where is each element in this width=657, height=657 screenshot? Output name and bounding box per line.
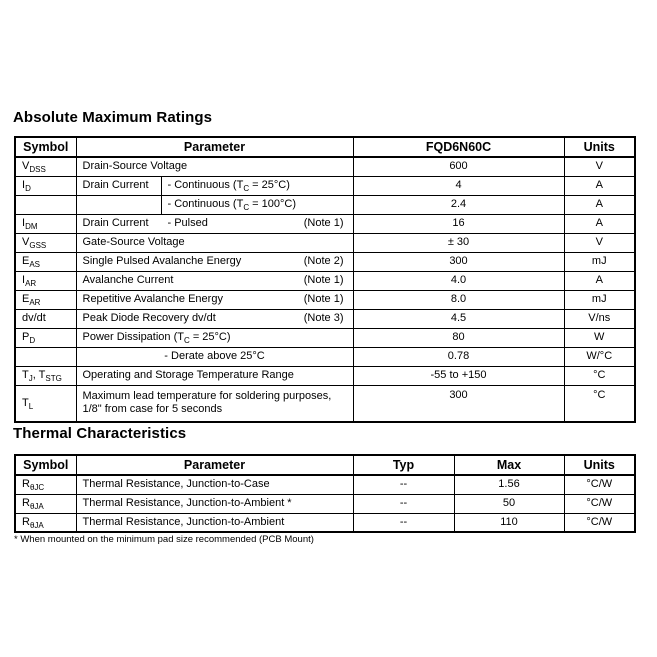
parameter-cell: Operating and Storage Temperature Range [76, 366, 353, 385]
absolute-maximum-ratings-table [14, 136, 636, 423]
units-cell: mJ [564, 290, 635, 309]
header-symbol: Symbol [15, 455, 76, 475]
section-title-thermal-characteristics: Thermal Characteristics [13, 425, 187, 442]
symbol-cell: $E_{AR}$ [15, 290, 76, 309]
units-cell: °C/W [564, 494, 635, 513]
parameter-line-2: 1/8" from case for 5 seconds [82, 403, 223, 416]
table-row-idm [15, 214, 635, 233]
typ-cell: -- [353, 494, 454, 513]
table-row-ear [15, 290, 635, 309]
units-cell: °C [564, 366, 635, 385]
symbol-cell: $I_{DM}$ [15, 214, 76, 233]
parameter-label: Drain Current [82, 217, 149, 229]
note-ref: (Note 2) [303, 255, 344, 267]
note-ref: (Note 1) [303, 293, 344, 305]
parameter-cell: Drain-Source Voltage [76, 157, 353, 176]
table-row-id-100c [15, 195, 635, 214]
table-row-tl [15, 385, 635, 422]
header-units: Units [564, 137, 635, 157]
units-cell: V/ns [564, 309, 635, 328]
header-units: Units [564, 455, 635, 475]
header-parameter: Parameter [76, 455, 353, 475]
note-ref: (Note 1) [303, 217, 344, 229]
parameter-cell [76, 195, 161, 214]
units-cell: A [564, 271, 635, 290]
symbol-cell [15, 195, 76, 214]
header-typ: Typ [353, 455, 454, 475]
section-title-absolute-maximum-ratings: Absolute Maximum Ratings [13, 109, 213, 126]
typ-cell: -- [353, 513, 454, 532]
header-part-number: FQD6N60C [353, 137, 564, 157]
header-max: Max [454, 455, 564, 475]
parameter-label: Repetitive Avalanche Energy [82, 293, 223, 305]
units-cell: A [564, 195, 635, 214]
note-ref: (Note 1) [303, 274, 344, 286]
value-cell: 2.4 [353, 195, 564, 214]
value-cell: 300 [353, 252, 564, 271]
max-cell: 110 [454, 513, 564, 532]
parameter-cell [76, 309, 353, 328]
units-cell: °C/W [564, 475, 635, 494]
table-row-iar [15, 271, 635, 290]
value-cell: 16 [353, 214, 564, 233]
parameter-cell [76, 252, 353, 271]
parameter-cell: Thermal Resistance, Junction-to-Ambient [76, 513, 353, 532]
symbol-cell: $I_{AR}$ [15, 271, 76, 290]
table-row-derate [15, 347, 635, 366]
parameter-sub-cell: - Continuous $(T_C = 100^\circ C)$ [161, 195, 353, 214]
parameter-line-1: Maximum lead temperature for soldering purposes, [82, 390, 332, 403]
units-cell: W [564, 328, 635, 347]
parameter-sub-cell: - Continuous $(T_C = 25^\circ C)$ [161, 176, 353, 195]
value-cell: 300 [353, 385, 564, 422]
note-ref: (Note 3) [303, 312, 344, 324]
value-cell: -55 to +150 [353, 366, 564, 385]
parameter-cell [76, 385, 353, 422]
parameter-label: Peak Diode Recovery dv/dt [82, 312, 216, 324]
parameter-cell: Thermal Resistance, Junction-to-Ambient * [76, 494, 353, 513]
units-cell: V [564, 157, 635, 176]
value-cell: 0.78 [353, 347, 564, 366]
symbol-cell: $P_D$ [15, 328, 76, 347]
units-cell: V [564, 233, 635, 252]
table-row-tj-tstg [15, 366, 635, 385]
value-cell: 80 [353, 328, 564, 347]
units-cell: °C [564, 385, 635, 422]
units-cell: mJ [564, 252, 635, 271]
table-row-dvdt [15, 309, 635, 328]
header-symbol: Symbol [15, 137, 76, 157]
parameter-cell [76, 290, 353, 309]
footnote: * When mounted on the minimum pad size recommended (PCB Mount) [14, 534, 314, 545]
max-cell: 1.56 [454, 475, 564, 494]
table-row-eas [15, 252, 635, 271]
table-row-rthja-pcb [15, 494, 635, 513]
table-row-rthja [15, 513, 635, 532]
parameter-cell [76, 214, 353, 233]
parameter-cell [76, 271, 353, 290]
symbol-cell: $E_{AS}$ [15, 252, 76, 271]
parameter-label: Avalanche Current [82, 274, 174, 286]
value-cell: 8.0 [353, 290, 564, 309]
value-cell: 600 [353, 157, 564, 176]
typ-cell: -- [353, 475, 454, 494]
table-row-vdss [15, 157, 635, 176]
units-cell: W/°C [564, 347, 635, 366]
symbol-cell: $R_{\theta JA}$ [15, 494, 76, 513]
symbol-cell: $V_{DSS}$ [15, 157, 76, 176]
symbol-cell: $T_L$ [15, 385, 76, 422]
value-cell: ± 30 [353, 233, 564, 252]
symbol-cell: $R_{\theta JC}$ [15, 475, 76, 494]
parameter-detail: - Pulsed [167, 217, 208, 229]
table-header-row [15, 455, 635, 475]
units-cell: °C/W [564, 513, 635, 532]
parameter-cell: Drain Current [76, 176, 161, 195]
symbol-cell [15, 347, 76, 366]
units-cell: A [564, 214, 635, 233]
symbol-cell: $T_J$, $T_{STG}$ [15, 366, 76, 385]
table-header-row [15, 137, 635, 157]
symbol-cell: $R_{\theta JA}$ [15, 513, 76, 532]
table-row-pd [15, 328, 635, 347]
thermal-characteristics-table [14, 454, 636, 533]
value-cell: 4 [353, 176, 564, 195]
value-cell: 4.0 [353, 271, 564, 290]
parameter-cell: Power Dissipation $(T_C = 25^\circ C)$ [76, 328, 353, 347]
parameter-label: Single Pulsed Avalanche Energy [82, 255, 242, 267]
table-row-vgss [15, 233, 635, 252]
header-parameter: Parameter [76, 137, 353, 157]
table-row-id-25c [15, 176, 635, 195]
value-cell: 4.5 [353, 309, 564, 328]
max-cell: 50 [454, 494, 564, 513]
symbol-cell: $I_D$ [15, 176, 76, 195]
symbol-cell: $V_{GSS}$ [15, 233, 76, 252]
units-cell: A [564, 176, 635, 195]
parameter-cell: Thermal Resistance, Junction-to-Case [76, 475, 353, 494]
symbol-cell: dv/dt [15, 309, 76, 328]
parameter-cell: Gate-Source Voltage [76, 233, 353, 252]
parameter-cell: - Derate above 25°C [76, 347, 353, 366]
table-row-rthjc [15, 475, 635, 494]
